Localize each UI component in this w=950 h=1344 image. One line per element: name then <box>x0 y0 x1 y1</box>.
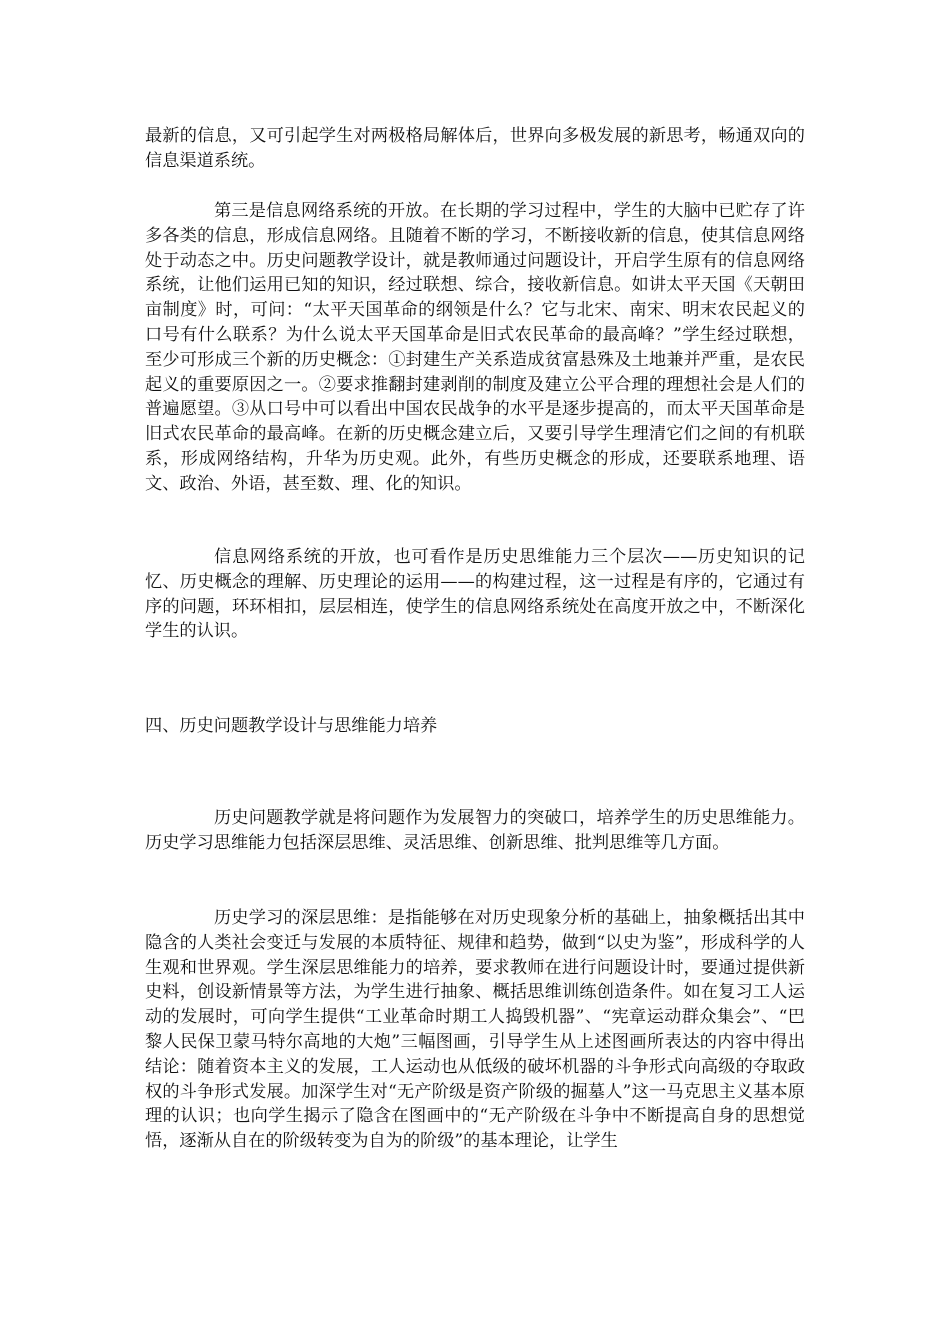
paragraph-continuation: 最新的信息，又可引起学生对两极格局解体后，世界向多极发展的新思考，畅通双向的信息渠道系统。 <box>145 126 805 171</box>
section-heading: 四、历史问题教学设计与思维能力培养 <box>145 716 438 736</box>
paragraph-deep-thinking: 历史学习的深层思维：是指能够在对历史现象分析的基础上，抽象概括出其中隐含的人类社会变迁与发展的本质特征、规律和趋势，做到“以史为鉴”，形成科学的人生观和世界观。学生深层思维能力的培养，要求教师在进行问题设计时，要通过提供新史料，创设新情景等方法，为学生进行抽象、概括思维训练创造条件。如在复习工人运动的发展时，可向学生提供“工业革命时期工人捣毁机器”、“宪章运动群众集会”、“巴黎人民保卫蒙马特尔高地的大炮”三幅图画，引导学生从上述图画所表达的内容中得出结论：随着资本主义的发展，工人运动也从低级的破坏机器的斗争形式向高级的夺取政权的斗争形式发展。加深学生对“无产阶级是资产阶级的掘墓人”这一马克思主义基本原理的认识；也向学生揭示了隐含在图画中的“无产阶级在斗争中不断提高自身的思想觉悟，逐渐从自在的阶级转变为自为的阶级”的基本理论，让学生 <box>145 908 805 1152</box>
paragraph-network-openness: 第三是信息网络系统的开放。在长期的学习过程中，学生的大脑中已贮存了许多各类的信息，形成信息网络。且随着不断的学习，不断接收新的信息，使其信息网络处于动态之中。历史问题教学设计，就是教师通过问题设计，开启学生原有的信息网络系统，让他们运用已知的知识，经过联想、综合，接收新信息。如讲太平天国《天朝田亩制度》时，可问：“太平天国革命的纲领是什么？它与北宋、南宋、明末农民起义的口号有什么联系？为什么说太平天国革命是旧式农民革命的最高峰？”学生经过联想，至少可形成三个新的历史概念：①封建生产关系造成贫富悬殊及土地兼并严重，是农民起义的重要原因之一。②要求推翻封建剥削的制度及建立公平合理的理想社会是人们的普遍愿望。③从口号中可以看出中国农民战争的水平是逐步提高的，而太平天国革命是旧式农民革命的最高峰。在新的历史概念建立后，又要引导学生理清它们之间的有机联系，形成网络结构，升华为历史观。此外，有些历史概念的形成，还要联系地理、语文、政治、外语，甚至数、理、化的知识。 <box>145 201 805 494</box>
paragraph-network-summary: 信息网络系统的开放，也可看作是历史思维能力三个层次——历史知识的记忆、历史概念的理解、历史理论的运用——的构建过程，这一过程是有序的，它通过有序的问题，环环相扣，层层相连，使学生的信息网络系统处在高度开放之中，不断深化学生的认识。 <box>145 547 805 642</box>
paragraph-problem-teaching: 历史问题教学就是将问题作为发展智力的突破口，培养学生的历史思维能力。历史学习思维能力包括深层思维、灵活思维、创新思维、批判思维等几方面。 <box>145 808 805 853</box>
